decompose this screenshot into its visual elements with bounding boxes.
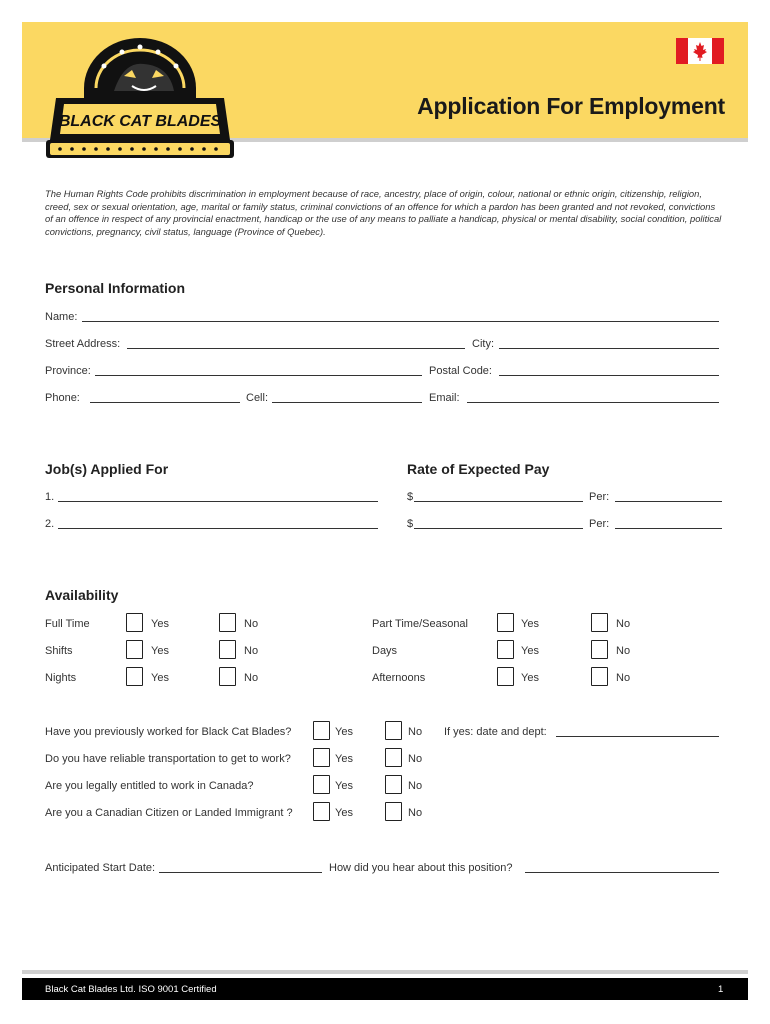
afternoons-yes-label: Yes bbox=[521, 672, 539, 684]
nights-yes-checkbox[interactable] bbox=[126, 667, 143, 686]
part-time-label: Part Time/Seasonal bbox=[372, 618, 468, 630]
nights-label: Nights bbox=[45, 672, 77, 684]
full-time-yes-checkbox[interactable] bbox=[126, 613, 143, 632]
canada-flag-icon bbox=[676, 38, 724, 64]
part-time-no-checkbox[interactable] bbox=[591, 613, 608, 632]
nights-no-checkbox[interactable] bbox=[219, 667, 236, 686]
start-date-label: Anticipated Start Date: bbox=[45, 862, 156, 874]
cell-field[interactable] bbox=[272, 402, 422, 403]
previously-worked-no-label: No bbox=[408, 726, 423, 738]
phone-label: Phone: bbox=[45, 392, 80, 404]
days-no-label: No bbox=[616, 645, 631, 657]
availability-heading: Availability bbox=[45, 587, 119, 603]
previously-worked-question: Have you previously worked for Black Cat Blades? bbox=[45, 726, 292, 738]
legally-entitled-no-label: No bbox=[408, 780, 423, 792]
expected-pay-heading: Rate of Expected Pay bbox=[407, 461, 550, 477]
full-time-no-label: No bbox=[244, 618, 259, 630]
legally-entitled-yes-label: Yes bbox=[335, 780, 353, 792]
citizen-no-checkbox[interactable] bbox=[385, 802, 402, 821]
pay-2-per-label: Per: bbox=[589, 518, 610, 530]
cell-label: Cell: bbox=[246, 392, 269, 404]
pay-2-field[interactable] bbox=[414, 528, 583, 529]
job-1-label: 1. bbox=[45, 491, 55, 503]
afternoons-no-checkbox[interactable] bbox=[591, 667, 608, 686]
pay-1-per-label: Per: bbox=[589, 491, 610, 503]
email-label: Email: bbox=[429, 392, 460, 404]
postal-code-label: Postal Code: bbox=[429, 365, 492, 377]
days-yes-checkbox[interactable] bbox=[497, 640, 514, 659]
pay-2-dollar-label: $ bbox=[407, 518, 414, 530]
human-rights-disclaimer: The Human Rights Code prohibits discrimination in employment because of race, ancestry, place of origin, colour, national or ethnic origin, citizenship, religion, creed, sex or sexual orientation, age, marital or family status, criminal convictions of an offence for which a pardon has been granted and not revoked, convictions of an offence in respect of any provincial enactment, handicap or the use of any means to palliate a handicap, physical or mental disability, social condition, political convictions, pregnancy, civil status, language (Province of Quebec). bbox=[45, 188, 722, 237]
pay-1-dollar-label: $ bbox=[407, 491, 414, 503]
job-2-label: 2. bbox=[45, 518, 55, 530]
shifts-yes-checkbox[interactable] bbox=[126, 640, 143, 659]
part-time-yes-label: Yes bbox=[521, 618, 539, 630]
full-time-no-checkbox[interactable] bbox=[219, 613, 236, 632]
if-yes-date-dept-field[interactable] bbox=[556, 736, 719, 737]
citizen-yes-label: Yes bbox=[335, 807, 353, 819]
shifts-no-checkbox[interactable] bbox=[219, 640, 236, 659]
part-time-yes-checkbox[interactable] bbox=[497, 613, 514, 632]
previously-worked-yes-checkbox[interactable] bbox=[313, 721, 330, 740]
city-field[interactable] bbox=[499, 348, 719, 349]
logo-text: BLACK CAT BLADES bbox=[58, 113, 222, 130]
heard-about-field[interactable] bbox=[525, 872, 719, 873]
full-time-label: Full Time bbox=[45, 618, 90, 630]
transportation-question: Do you have reliable transportation to get to work? bbox=[45, 753, 291, 765]
start-date-field[interactable] bbox=[159, 872, 322, 873]
pay-2-per-field[interactable] bbox=[615, 528, 722, 529]
heard-about-label: How did you hear about this position? bbox=[329, 862, 513, 874]
nights-no-label: No bbox=[244, 672, 259, 684]
previously-worked-yes-label: Yes bbox=[335, 726, 353, 738]
province-field[interactable] bbox=[95, 375, 422, 376]
email-field[interactable] bbox=[467, 402, 719, 403]
city-label: City: bbox=[472, 338, 494, 350]
afternoons-yes-checkbox[interactable] bbox=[497, 667, 514, 686]
shifts-yes-label: Yes bbox=[151, 645, 169, 657]
nights-yes-label: Yes bbox=[151, 672, 169, 684]
shifts-no-label: No bbox=[244, 645, 259, 657]
if-yes-date-dept-label: If yes: date and dept: bbox=[444, 726, 547, 738]
jobs-applied-heading: Job(s) Applied For bbox=[45, 461, 169, 477]
postal-code-field[interactable] bbox=[499, 375, 719, 376]
job-2-field[interactable] bbox=[58, 528, 378, 529]
street-address-field[interactable] bbox=[127, 348, 465, 349]
legally-entitled-yes-checkbox[interactable] bbox=[313, 775, 330, 794]
page-number: 1 bbox=[718, 984, 724, 995]
page-title: Application For Employment bbox=[417, 93, 725, 119]
days-no-checkbox[interactable] bbox=[591, 640, 608, 659]
full-time-yes-label: Yes bbox=[151, 618, 169, 630]
transportation-no-label: No bbox=[408, 753, 423, 765]
citizen-no-label: No bbox=[408, 807, 423, 819]
footer-company: Black Cat Blades Ltd. ISO 9001 Certified bbox=[45, 984, 217, 995]
part-time-no-label: No bbox=[616, 618, 631, 630]
personal-info-heading: Personal Information bbox=[45, 280, 186, 296]
name-label: Name: bbox=[45, 311, 78, 323]
transportation-yes-label: Yes bbox=[335, 753, 353, 765]
transportation-no-checkbox[interactable] bbox=[385, 748, 402, 767]
legally-entitled-question: Are you legally entitled to work in Canada? bbox=[45, 780, 254, 792]
transportation-yes-checkbox[interactable] bbox=[313, 748, 330, 767]
days-label: Days bbox=[372, 645, 398, 657]
afternoons-no-label: No bbox=[616, 672, 631, 684]
province-label: Province: bbox=[45, 365, 91, 377]
pay-1-per-field[interactable] bbox=[615, 501, 722, 502]
afternoons-label: Afternoons bbox=[372, 672, 426, 684]
phone-field[interactable] bbox=[90, 402, 240, 403]
citizen-yes-checkbox[interactable] bbox=[313, 802, 330, 821]
shifts-label: Shifts bbox=[45, 645, 73, 657]
previously-worked-no-checkbox[interactable] bbox=[385, 721, 402, 740]
footer-divider bbox=[22, 970, 748, 974]
name-field[interactable] bbox=[82, 321, 719, 322]
days-yes-label: Yes bbox=[521, 645, 539, 657]
legally-entitled-no-checkbox[interactable] bbox=[385, 775, 402, 794]
black-cat-blades-logo bbox=[44, 36, 236, 160]
job-1-field[interactable] bbox=[58, 501, 378, 502]
street-address-label: Street Address: bbox=[45, 338, 121, 350]
citizen-question: Are you a Canadian Citizen or Landed Immigrant ? bbox=[45, 807, 293, 819]
pay-1-field[interactable] bbox=[414, 501, 583, 502]
